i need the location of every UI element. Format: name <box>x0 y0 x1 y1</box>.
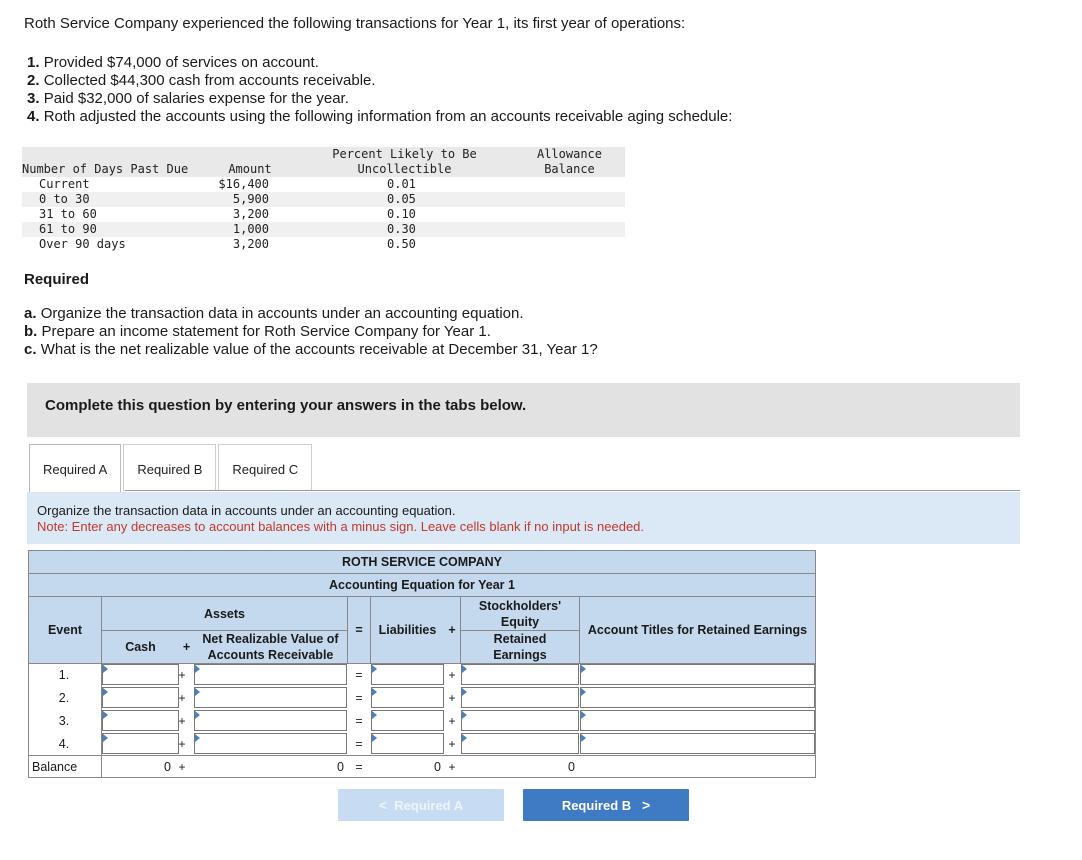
table-title: Accounting Equation for Year 1 <box>29 574 815 597</box>
plus-op: + <box>178 668 186 682</box>
instruction-note: Note: Enter any decreases to account balances with a minus sign. Leave cells blank if no input is needed. <box>37 519 645 534</box>
plus-op: + <box>448 737 456 751</box>
cash-input[interactable] <box>102 687 179 708</box>
liabilities-input[interactable] <box>371 687 444 708</box>
event-label: 3. <box>58 714 70 728</box>
account-title-input[interactable] <box>580 687 815 708</box>
plus-op: + <box>178 691 186 705</box>
transaction-item: 2. Collected $44,300 cash from accounts receivable. <box>27 72 376 89</box>
account-title-input[interactable] <box>580 664 815 685</box>
liabilities-input[interactable] <box>371 733 444 754</box>
chevron-left-icon: < <box>378 797 388 813</box>
account-title-input[interactable] <box>580 710 815 731</box>
nrv-header: Net Realizable Value of Accounts Receivable <box>194 631 347 663</box>
complete-banner: Complete this question by entering your answers in the tabs below. <box>27 383 1020 437</box>
accounting-equation-table <box>28 550 816 778</box>
tab-required-b[interactable]: Required B <box>123 444 216 491</box>
divider <box>579 597 580 663</box>
equals-op: = <box>355 760 363 774</box>
nrv-input[interactable] <box>194 687 347 708</box>
cash-input[interactable] <box>102 733 179 754</box>
aging-amount-header: Amount <box>228 162 272 176</box>
plus-op: + <box>448 714 456 728</box>
required-item: b. Prepare an income statement for Roth Service Company for Year 1. <box>24 323 491 340</box>
prev-required-a-button[interactable]: < Required A <box>338 789 504 821</box>
tab-divider <box>125 490 1020 491</box>
cash-balance: 0 <box>164 760 171 774</box>
divider <box>461 630 579 631</box>
instruction-text: Organize the transaction data in accounts under an accounting equation. <box>37 503 456 518</box>
plus-op: + <box>178 737 186 751</box>
intro-text: Roth Service Company experienced the following transactions for Year 1, its first year of operations: <box>24 15 686 32</box>
aging-row: 61 to 90 1,000 0.30 <box>22 222 625 237</box>
plus-op: + <box>448 668 456 682</box>
cash-input[interactable] <box>102 710 179 731</box>
equals-op: = <box>355 691 363 705</box>
liabilities-input[interactable] <box>371 664 444 685</box>
transaction-item: 4. Roth adjusted the accounts using the following information from an accounts receivable aging schedule: <box>27 108 733 125</box>
transactions-list <box>27 54 732 126</box>
instruction-box <box>27 492 1020 544</box>
divider <box>347 597 348 663</box>
divider <box>102 630 347 631</box>
equals-op: = <box>348 597 370 663</box>
aging-days-header: Number of Days Past Due <box>22 162 189 176</box>
divider <box>370 597 371 663</box>
nrv-input[interactable] <box>194 710 347 731</box>
aging-percent-header: Percent Likely to Be Uncollectible <box>332 147 477 176</box>
retained-earnings-input[interactable] <box>461 710 579 731</box>
event-label: 1. <box>58 668 70 682</box>
chevron-right-icon: > <box>642 797 651 813</box>
plus-op: + <box>178 714 186 728</box>
next-required-b-button[interactable]: Required B > <box>523 789 689 821</box>
divider <box>460 597 461 663</box>
tab-required-c[interactable]: Required C <box>218 444 312 491</box>
plus-op: + <box>448 691 456 705</box>
liabilities-balance: 0 <box>434 760 441 774</box>
retained-earnings-header: Retained Earnings <box>461 631 579 663</box>
transaction-item: 3. Paid $32,000 of salaries expense for the year. <box>27 90 349 107</box>
required-heading: Required <box>24 271 90 288</box>
required-item: c. What is the net realizable value of the accounts receivable at December 31, Year 1? <box>24 341 598 358</box>
aging-header <box>22 147 625 177</box>
stockholders-equity-header: Stockholders' Equity <box>461 597 579 630</box>
equals-op: = <box>355 737 363 751</box>
liabilities-header: Liabilities <box>371 597 444 663</box>
nrv-balance: 0 <box>337 760 344 774</box>
retained-earnings-input[interactable] <box>461 687 579 708</box>
balance-label: Balance <box>32 760 78 774</box>
plus-op: + <box>448 760 456 774</box>
account-title-input[interactable] <box>580 733 815 754</box>
plus-op: + <box>444 597 460 663</box>
transaction-item: 1. Provided $74,000 of services on account. <box>27 54 319 71</box>
account-titles-header: Account Titles for Retained Earnings <box>580 597 815 663</box>
aging-schedule <box>22 147 625 252</box>
cash-header: Cash <box>102 631 179 663</box>
divider <box>29 755 815 756</box>
plus-op: + <box>179 631 194 663</box>
event-label: 2. <box>58 691 70 705</box>
event-label: 4. <box>58 737 70 751</box>
plus-op: + <box>178 760 186 774</box>
aging-row: 31 to 60 3,200 0.10 <box>39 207 416 221</box>
equals-op: = <box>355 714 363 728</box>
company-name: ROTH SERVICE COMPANY <box>29 551 815 574</box>
aging-row: Current $16,400 0.01 <box>39 177 416 191</box>
nrv-input[interactable] <box>194 733 347 754</box>
event-header: Event <box>29 597 101 663</box>
retained-earnings-input[interactable] <box>461 733 579 754</box>
required-item: a. Organize the transaction data in accounts under an accounting equation. <box>24 305 524 322</box>
aging-row: Over 90 days 3,200 0.50 <box>39 237 416 251</box>
tab-required-a[interactable]: Required A <box>29 444 121 492</box>
retained-earnings-input[interactable] <box>461 664 579 685</box>
equals-op: = <box>355 668 363 682</box>
assets-header: Assets <box>102 597 347 630</box>
cash-input[interactable] <box>102 664 179 685</box>
required-list <box>24 305 598 359</box>
liabilities-input[interactable] <box>371 710 444 731</box>
retained-earnings-balance: 0 <box>568 760 575 774</box>
aging-row: 0 to 30 5,900 0.05 <box>22 192 625 207</box>
aging-allowance-header: Allowance Balance <box>536 147 603 176</box>
nrv-input[interactable] <box>194 664 347 685</box>
tab-bar <box>29 444 314 491</box>
